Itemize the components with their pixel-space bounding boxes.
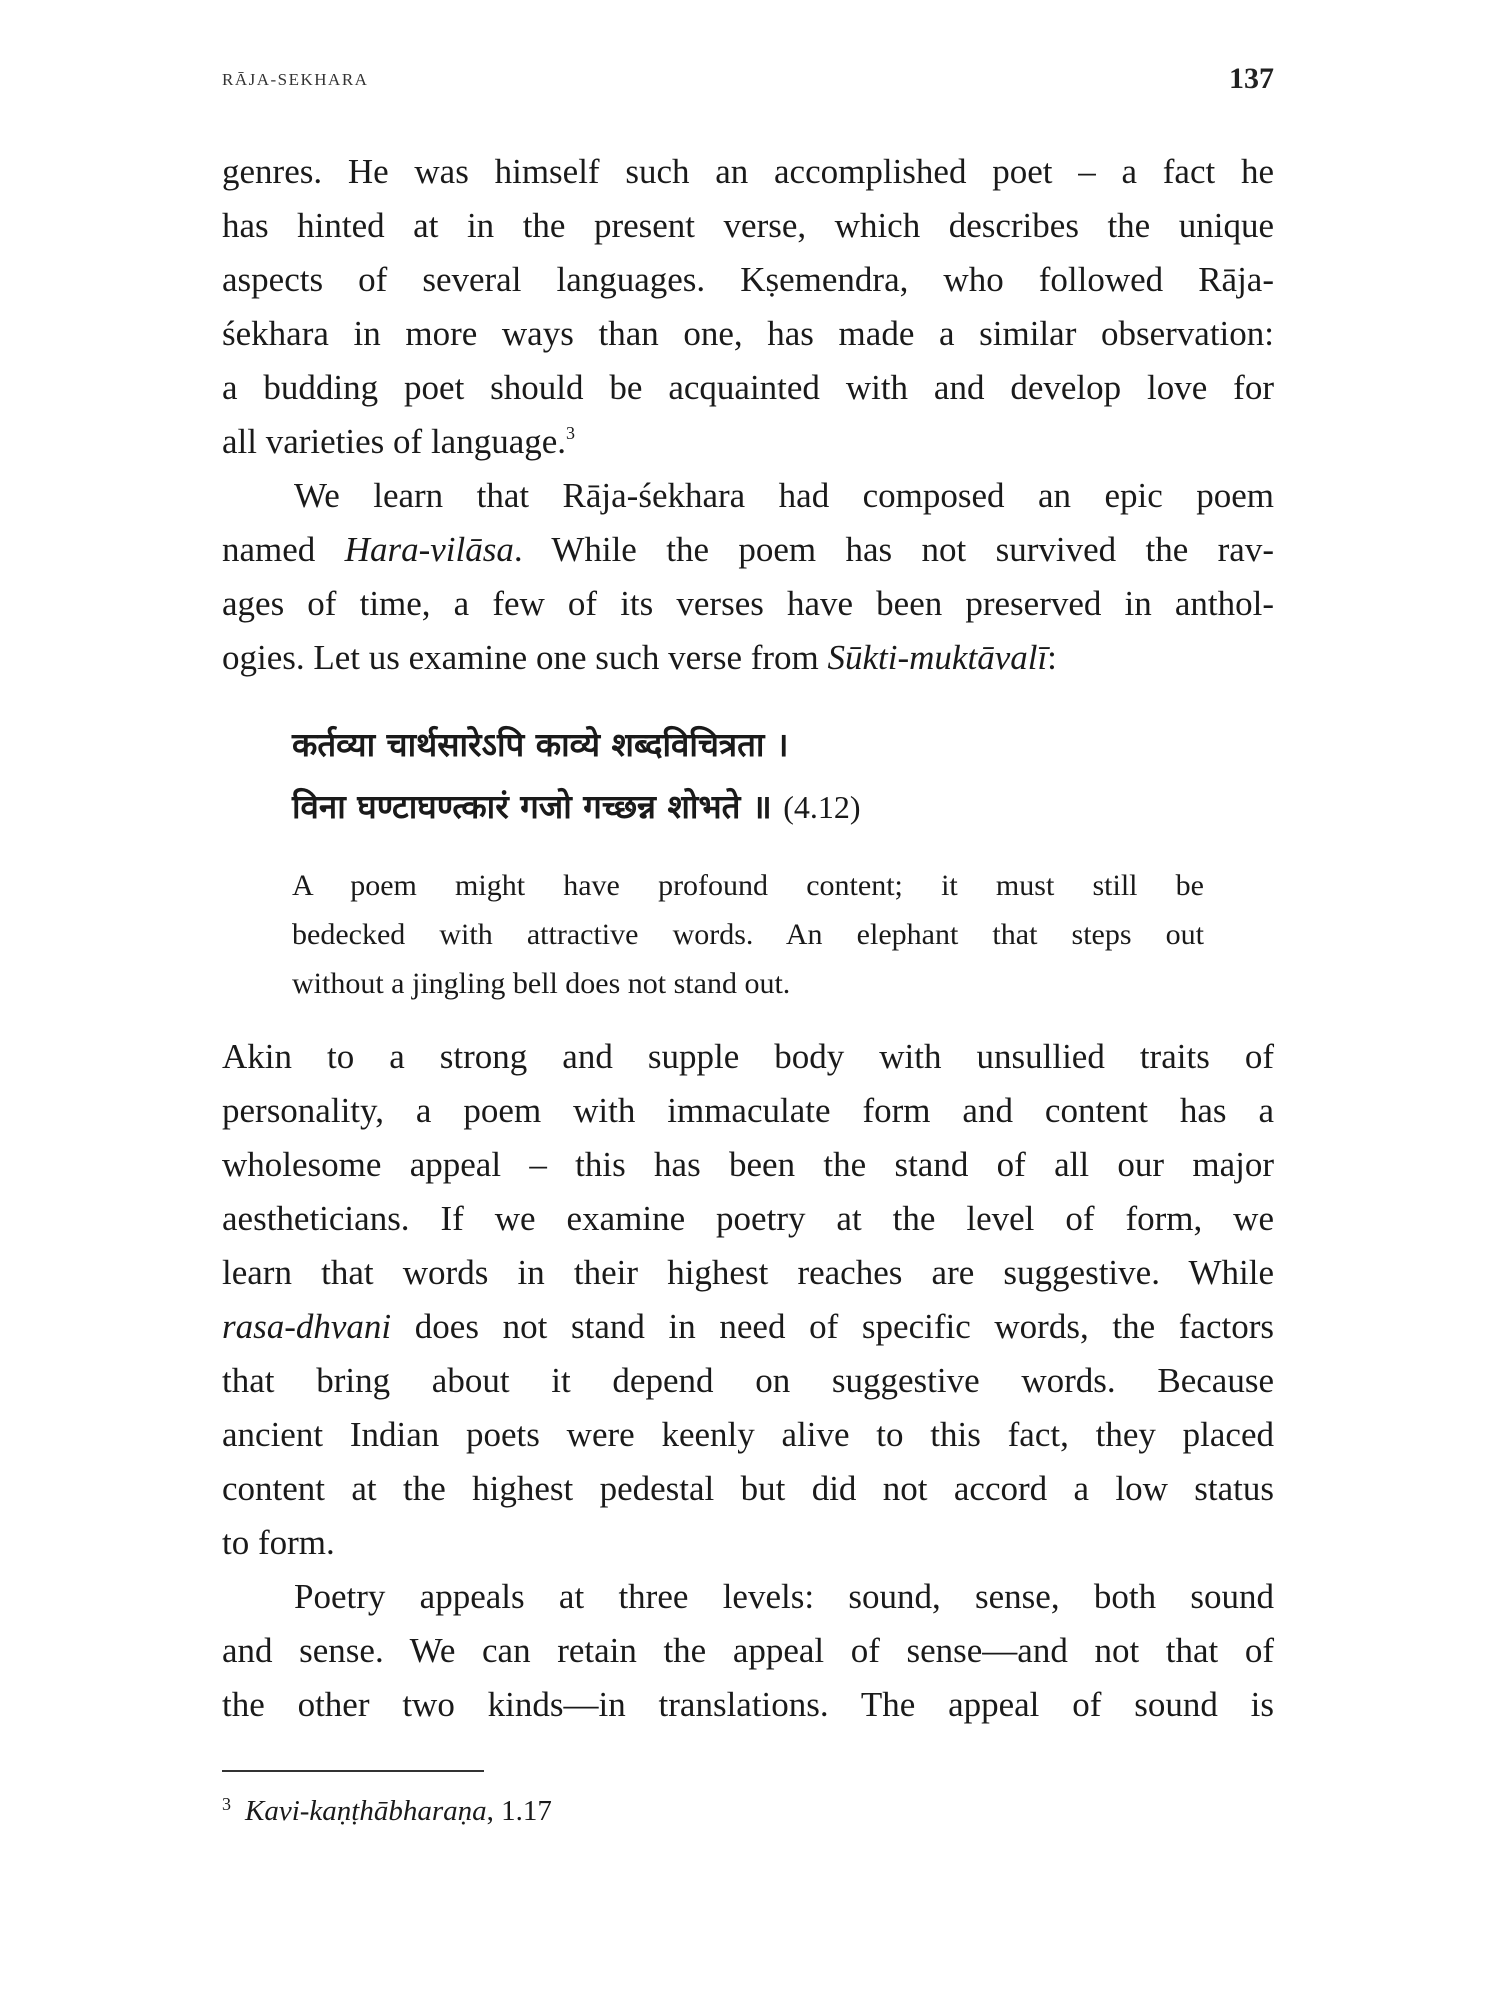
paragraph-line: and sense. We can retain the appeal of sense—and not that of <box>222 1631 1274 1670</box>
paragraph-line <box>222 1300 1274 1354</box>
footnote-source-title: Kavi-kaṇṭhābharaṇa <box>245 1795 487 1827</box>
text-run: does not stand in need of specific words, the factors <box>391 1307 1274 1346</box>
translation-line: bedecked with attractive words. An elephant that steps out <box>292 918 1204 951</box>
paragraph-line: content at the highest pedestal but did not accord a low status <box>222 1469 1274 1508</box>
paragraph-line: that bring about it depend on suggestive words. Because <box>222 1361 1274 1400</box>
sanskrit-verse <box>292 714 1192 838</box>
footnote-number: 3 <box>222 1794 231 1814</box>
paragraph-line: genres. He was himself such an accomplished poet – a fact he <box>222 152 1274 191</box>
paragraph-line: wholesome appeal – this has been the stand of all our major <box>222 1145 1274 1184</box>
paragraph-line: aestheticians. If we examine poetry at the level of form, we <box>222 1199 1274 1238</box>
page-number: 137 <box>1229 62 1274 95</box>
text-run: : <box>1047 638 1057 677</box>
paragraph-line: a budding poet should be acquainted with and develop love for <box>222 368 1274 407</box>
verse-line-text: विना घण्टाघण्त्कारं गजो गच्छन्न शोभते ॥ <box>292 787 772 826</box>
paragraph-line: aspects of several languages. Kṣemendra, who followed Rāja- <box>222 260 1274 299</box>
running-head: RĀJA-SEKHARA <box>222 70 369 89</box>
footnote-source-ref: , 1.17 <box>486 1795 552 1827</box>
paragraph-line: Poetry appeals at three levels: sound, sense, both sound <box>294 1577 1274 1616</box>
paragraph-line: Akin to a strong and supple body with unsullied traits of <box>222 1037 1274 1076</box>
translation-line: A poem might have profound content; it must still be <box>292 869 1204 902</box>
work-title: Sūkti-muktāvalī <box>827 638 1048 677</box>
verse-translation <box>292 861 1204 1008</box>
paragraph-line: the other two kinds—in translations. The appeal of sound is <box>222 1685 1274 1724</box>
paragraph-line <box>222 631 1274 685</box>
paragraph-line: learn that words in their highest reaches are suggestive. While <box>222 1253 1274 1292</box>
paragraph-4 <box>222 1570 1274 1732</box>
paragraph-line-text: all varieties of language. <box>222 422 567 461</box>
paragraph-line: to form. <box>222 1523 335 1562</box>
paragraph-2 <box>222 469 1274 685</box>
text-run: . While the poem has not survived the rav- <box>513 530 1274 569</box>
text-run: ogies. Let us examine one such verse from <box>222 638 828 677</box>
paragraph-line: We learn that Rāja-śekhara had composed an epic poem <box>294 476 1274 515</box>
paragraph-line: ancient Indian poets were keenly alive to this fact, they placed <box>222 1415 1274 1454</box>
paragraph-line: ages of time, a few of its verses have been preserved in anthol- <box>222 584 1274 623</box>
paragraph-line <box>222 523 1274 577</box>
text-run: named <box>222 530 345 569</box>
paragraph-3 <box>222 1030 1274 1570</box>
paragraph-line <box>222 415 1274 469</box>
paragraph-line: personality, a poem with immaculate form and content has a <box>222 1091 1274 1130</box>
paragraph-line: śekhara in more ways than one, has made a similar observation: <box>222 314 1274 353</box>
paragraph-1 <box>222 145 1274 469</box>
footnote-reference: 3 <box>566 423 576 443</box>
verse-reference: (4.12) <box>783 789 861 825</box>
term: rasa-dhvani <box>222 1307 392 1346</box>
footnote <box>222 1784 552 1831</box>
verse-line: कर्तव्या चार्थसारेऽपि काव्ये शब्दविचित्रता । <box>292 725 789 764</box>
work-title: Hara-vilāsa <box>344 530 514 569</box>
footnote-divider <box>222 1770 484 1772</box>
verse-line <box>292 776 1192 838</box>
paragraph-line: has hinted at in the present verse, which describes the unique <box>222 206 1274 245</box>
translation-line: without a jingling bell does not stand out. <box>292 967 791 1000</box>
